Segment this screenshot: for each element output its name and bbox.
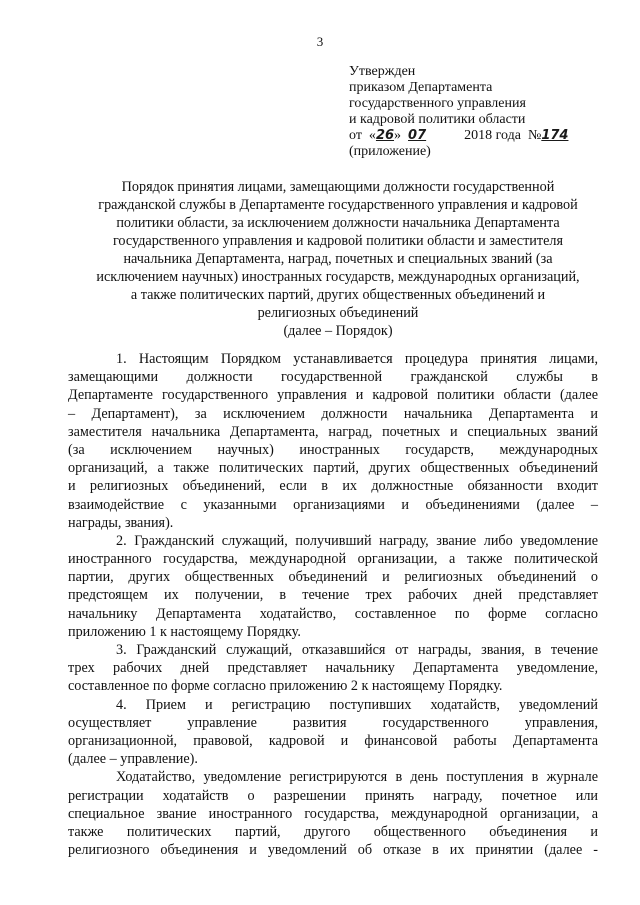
title-line: религиозных объединений bbox=[257, 305, 419, 321]
page-number: 3 bbox=[316, 34, 324, 49]
text-line: предстоящем их получении, в течение трех рабочих дней представляет bbox=[68, 587, 598, 604]
text-line: также политических партий, другого общественного объединения и bbox=[68, 823, 598, 840]
text-line: организаций, а также политических партий, других общественных объединений bbox=[68, 460, 598, 477]
text-line: регистрации ходатайств о разрешении принять награду, почетное или bbox=[68, 787, 598, 804]
text-line: (за исключением научных) иностранных государств, международных bbox=[68, 441, 598, 458]
title-line: (далее – Порядок) bbox=[283, 323, 393, 339]
approval-heading: Утвержден bbox=[349, 64, 416, 79]
text-line: Ходатайство, уведомление регистрируются в день поступления в журнале bbox=[116, 769, 598, 786]
document-title bbox=[72, 178, 604, 340]
title-line: политики области, за исключением должности начальника Департамента bbox=[116, 215, 560, 231]
text-line: приложению 1 к настоящему Порядку. bbox=[68, 623, 301, 640]
text-line: заместителя начальника Департамента, наград, почетных и специальных званий bbox=[68, 423, 598, 440]
approval-department-line: государственного управления bbox=[349, 96, 526, 111]
title-line: исключением научных) иностранных государств, международных организаций, bbox=[96, 269, 580, 285]
approval-block bbox=[349, 64, 609, 160]
title-line: Порядок принятия лицами, замещающими должности государственной bbox=[121, 179, 555, 195]
approval-note: (приложение) bbox=[349, 144, 431, 159]
title-line: гражданской службы в Департаменте государственного управления и кадровой bbox=[98, 197, 578, 213]
paragraph-1 bbox=[68, 350, 598, 532]
title-line: государственного управления и кадровой политики области и заместителя bbox=[112, 233, 564, 249]
paragraph-2 bbox=[68, 532, 598, 641]
document-body bbox=[68, 350, 598, 859]
date-year: 2018 года № bbox=[464, 128, 542, 143]
text-line: составленное по форме согласно приложению 2 к настоящему Порядку. bbox=[68, 678, 503, 695]
title-line: начальника Департамента, наград, почетных и специальных званий (за bbox=[123, 251, 553, 267]
handwritten-doc-number: 174 bbox=[541, 128, 569, 143]
text-line: 2. Гражданский служащий, получивший награду, звание либо уведомление bbox=[116, 532, 598, 549]
paragraph-3 bbox=[68, 641, 598, 696]
handwritten-month: 07 bbox=[408, 128, 427, 143]
paragraph-4 bbox=[68, 696, 598, 769]
text-line: (далее – управление). bbox=[68, 751, 198, 768]
text-line: иностранного государства, международной организации, а также политической bbox=[68, 551, 598, 568]
title-line: а также политических партий, других общественных объединений и bbox=[130, 287, 546, 303]
text-line: религиозного объединения и уведомлений об отказе в их принятии (далее - bbox=[68, 842, 598, 859]
date-mid: » bbox=[394, 128, 409, 143]
text-line: Департаменте государственного управления и кадровой политики области (далее bbox=[68, 387, 598, 404]
text-line: 3. Гражданский служащий, отказавшийся от награды, звания, в течение bbox=[116, 642, 598, 658]
paragraph-5 bbox=[68, 768, 598, 859]
text-line: трех рабочих дней представляет начальнику Департамента уведомление, bbox=[68, 660, 598, 677]
handwritten-day: 26 bbox=[375, 128, 395, 143]
text-line: организационной, правовой, кадровой и финансовой работы Департамента bbox=[68, 732, 598, 749]
text-line: 4. Прием и регистрацию поступивших ходатайств, уведомлений bbox=[116, 696, 598, 713]
text-line: взаимодействие с указанными организациями и объединениями (далее – bbox=[68, 496, 598, 513]
approval-policy-line: и кадровой политики области bbox=[349, 112, 526, 127]
text-line: – Департамент), за исключением должности начальника Департамента и bbox=[68, 405, 598, 422]
text-line: награды, звания). bbox=[68, 514, 174, 531]
text-line: 1. Настоящим Порядком устанавливается процедура принятия лицами, bbox=[116, 351, 598, 367]
approval-date-line bbox=[349, 128, 609, 144]
approval-order-line: приказом Департамента bbox=[349, 80, 493, 95]
text-line: специальное звание иностранного государства, международной организации, а bbox=[68, 805, 598, 822]
text-line: осуществляет управление развития государственного управления, bbox=[68, 714, 598, 731]
date-prefix: от « bbox=[349, 128, 376, 143]
text-line: партии, других общественных объединений и религиозных объединений о bbox=[68, 569, 598, 586]
text-line: и религиозных объединений, если в их должностные обязанности входит bbox=[68, 478, 598, 495]
text-line: начальнику Департамента ходатайство, составленное по форме согласно bbox=[68, 605, 598, 622]
text-line: замещающими должности государственной гражданской службы в bbox=[68, 369, 598, 386]
